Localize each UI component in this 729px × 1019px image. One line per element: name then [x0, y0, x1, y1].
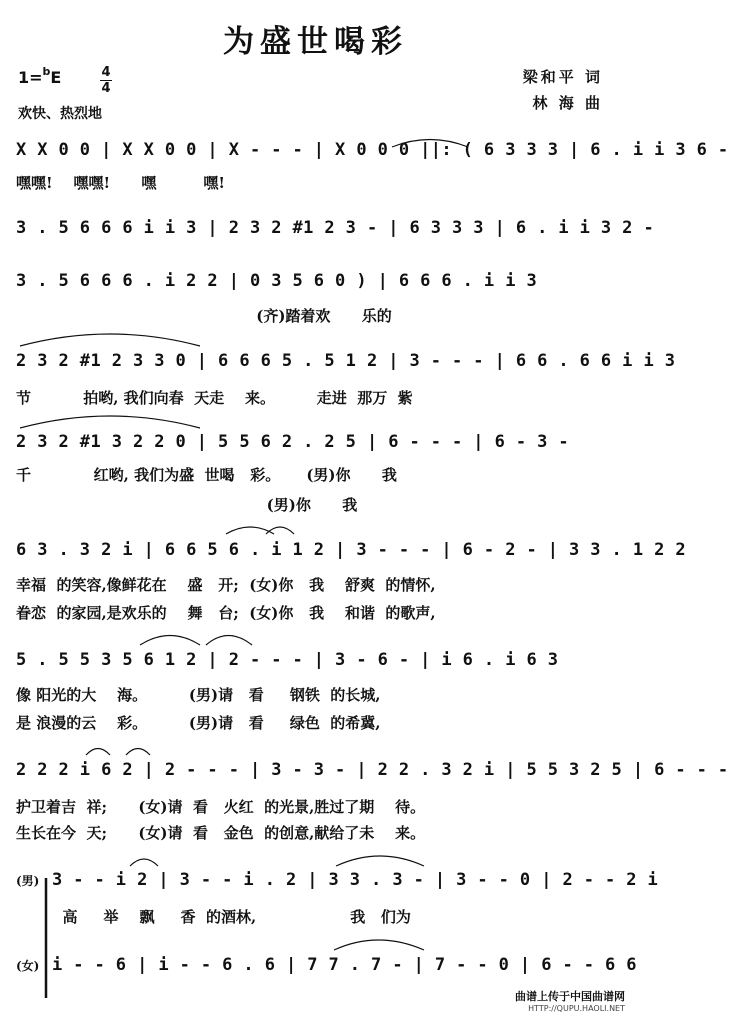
notation-row: 2 3 2 #1 2 3 3 0 | 6 6 6 5 . 5 1 2 | 3 - - - | 6 6 . 6 6 i i 3: [16, 351, 676, 371]
slur-arc: [20, 416, 200, 428]
slur-arc: [20, 334, 200, 346]
notation-row: 2 3 2 #1 3 2 2 0 | 5 5 6 2 . 2 5 | 6 - - - | 6 - 3 -: [16, 432, 570, 452]
notation-row: 2 2 2 i 6 2 | 2 - - - | 3 - 3 - | 2 2 . 3 2 i | 5 5 3 2 5 | 6 - - -: [16, 760, 729, 780]
time-signature-bottom: 4: [101, 81, 111, 96]
lyric-row: 幸福 的笑容,像鲜花在 盛 开; (女)你 我 舒爽 的情怀,: [16, 576, 436, 594]
slur-arc: [206, 636, 252, 646]
notation-row: 3 . 5 6 6 6 i i 3 | 2 3 2 #1 2 3 - | 6 3 3 3 | 6 . i i 3 2 -: [16, 218, 655, 238]
lyric-row: 千 红哟, 我们为盛 世喝 彩。 (男)你 我: [16, 466, 397, 484]
notation-row: 5 . 5 5 3 5 6 1 2 | 2 - - - | 3 - 6 - | i 6 . i 6 3: [16, 650, 559, 670]
lyric-row: (男)你 我: [16, 496, 358, 514]
lyric-row: 眷恋 的家园,是欢乐的 舞 台; (女)你 我 和谐 的歌声,: [16, 604, 436, 622]
notation-row: 3 - - i 2 | 3 - - i . 2 | 3 3 . 3 - | 3 - - 0 | 2 - - 2 i: [52, 870, 659, 890]
site-footer: [515, 991, 625, 1015]
notation-row: X X 0 0 | X X 0 0 | X - - - | X 0 0 0 ||: ( 6 3 3 3 | 6 . i i 3 6 -: [16, 140, 729, 160]
notation-row: 3 . 5 6 6 6 . i 2 2 | 0 3 5 6 0 ) | 6 6 6 . i i 3: [16, 271, 538, 291]
lyric-row: 节 拍哟, 我们向春 天走 来。 走进 那万 紫: [16, 389, 413, 407]
footer-url: HTTP://QUPU.HAOLI.NET: [528, 1004, 625, 1013]
slur-arc: [126, 749, 150, 756]
time-signature-top: 4: [101, 65, 111, 80]
slur-arc: [140, 636, 200, 646]
lyric-row: 是 浪漫的云 彩。 (男)请 看 绿色 的希冀,: [16, 714, 381, 732]
voice-label: (女): [16, 959, 40, 973]
key-prefix: 1=: [18, 68, 43, 87]
composer-credit: 林 海 曲: [532, 94, 603, 112]
lyricist-credit: 梁和平 词: [522, 68, 603, 86]
lyric-row: 嘿嘿! 嘿嘿! 嘿 嘿!: [16, 174, 225, 192]
lyric-row: (齐)踏着欢 乐的: [16, 307, 392, 325]
key-note: E: [50, 68, 62, 87]
slur-arc: [336, 856, 424, 866]
footer-source: 曲谱上传于中国曲谱网: [515, 990, 625, 1003]
page-title: 为盛世喝彩: [223, 24, 408, 60]
tempo-marking: 欢快、热烈地: [18, 106, 102, 122]
slur-arc: [130, 859, 158, 866]
key-flat: b: [42, 65, 51, 78]
lyric-row: 生长在今 天; (女)请 看 金色 的创意,献给了未 来。: [16, 824, 426, 842]
lyric-row: 护卫着吉 祥; (女)请 看 火红 的光景,胜过了期 待。: [16, 798, 426, 816]
slur-arc: [392, 140, 468, 148]
slur-arc: [334, 940, 424, 950]
lyric-row: 像 阳光的大 海。 (男)请 看 钢铁 的长城,: [16, 686, 381, 704]
notation-row: i - - 6 | i - - 6 . 6 | 7 7 . 7 - | 7 - - 0 | 6 - - 6 6: [52, 955, 637, 975]
slur-arc: [266, 527, 294, 534]
voice-label: (男): [16, 874, 40, 888]
slur-arc: [86, 749, 110, 756]
lyric-row: 高 举 飘 香 的酒林, 我 们为: [52, 908, 411, 926]
notation-row: 6 3 . 3 2 i | 6 6 5 6 . i 1 2 | 3 - - - | 6 - 2 - | 3 3 . 1 2 2: [16, 540, 686, 560]
